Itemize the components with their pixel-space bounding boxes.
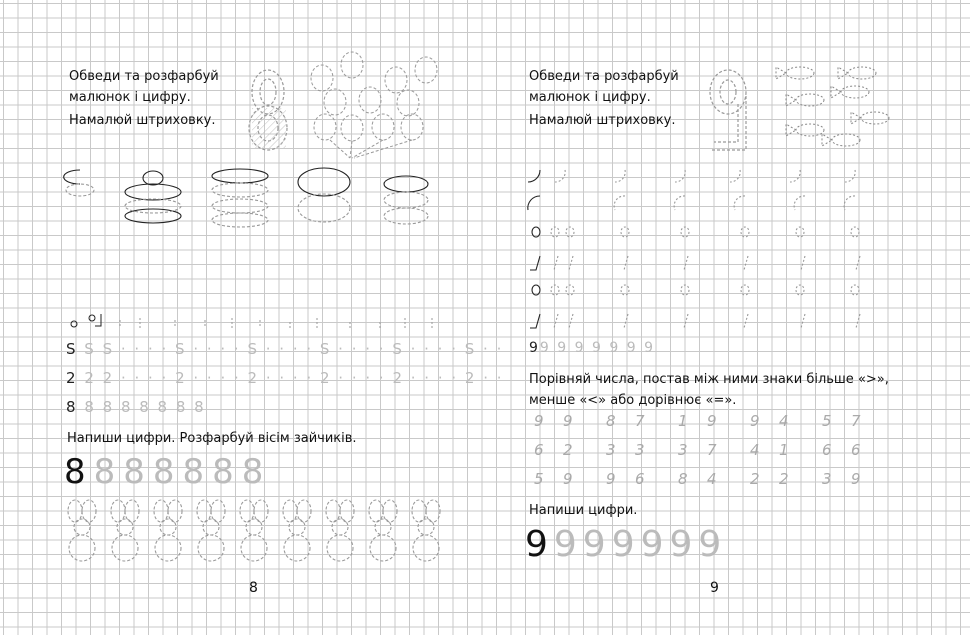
balloons (311, 52, 437, 158)
cmp-num: 5 (822, 412, 832, 430)
bunny (111, 500, 139, 561)
cmp-num: 9 (563, 412, 573, 430)
write-nines-row: 9999999 (525, 524, 728, 565)
cmp-num: 3 (822, 470, 832, 488)
bunny (369, 500, 397, 561)
left-instruction-line-1: Обведи та розфарбуй (69, 69, 219, 84)
write-eights-row: 8888888 (64, 452, 272, 492)
big-nine-outline (710, 70, 746, 150)
right-instruction-line-2: малюнок і цифру. (529, 90, 651, 105)
cmp-num: 4 (707, 470, 717, 488)
left-trace-row-s: S S S · · · · S · · · · S · · · · S · · · · S · · · · S · · (66, 340, 504, 358)
eight-sample: 8 (64, 452, 94, 492)
cmp-num: 2 (779, 470, 789, 488)
left-trace-row-1 (71, 314, 432, 328)
bunny (154, 500, 182, 561)
hatch-area (252, 108, 286, 148)
right-instruction-3-line-2: менше «<» або дорівнює «=». (529, 393, 737, 408)
cmp-num: 6 (635, 470, 645, 488)
left-instruction-3: Напиши цифри. Розфарбуй вісім зайчиків. (67, 431, 357, 446)
bunny (68, 500, 96, 561)
right-page-number: 9 (710, 580, 719, 596)
ellipse-shapes (64, 168, 428, 227)
cmp-num: 9 (707, 412, 717, 430)
cmp-num: 9 (563, 470, 573, 488)
cmp-num: 9 (851, 470, 861, 488)
left-trace-row-8: 8 8 8 8 8 8 8 8 (66, 398, 206, 416)
nine-sample: 9 (525, 524, 554, 565)
right-instruction-3-line-1: Порівняй числа, постав між ними знаки більше «>», (529, 372, 889, 387)
cmp-num: 1 (779, 441, 789, 459)
trace-2-first: 2 (66, 369, 78, 387)
bunny (197, 500, 225, 561)
bunny (240, 500, 268, 561)
cmp-num: 7 (707, 441, 717, 459)
trace-s-first: S (66, 340, 78, 358)
bunnies (68, 500, 440, 561)
cmp-num: 3 (678, 441, 688, 459)
trace-8-first: 8 (66, 398, 78, 416)
left-page-number: 8 (249, 580, 258, 596)
cmp-num: 3 (606, 441, 616, 459)
cmp-num: 7 (851, 412, 861, 430)
cmp-num: 6 (851, 441, 861, 459)
cmp-num: 6 (822, 441, 832, 459)
cmp-num: 8 (606, 412, 616, 430)
cmp-num: 2 (750, 470, 760, 488)
cmp-num: 2 (563, 441, 573, 459)
bunny (412, 500, 440, 561)
cmp-num: 8 (678, 470, 688, 488)
cmp-num: 6 (534, 441, 544, 459)
right-trace-row-9: 99 9 9 9 9 9 9 (529, 340, 655, 356)
right-instruction-2: Намалюй штриховку. (529, 113, 676, 128)
cmp-num: 3 (635, 441, 645, 459)
cmp-num: 5 (534, 470, 544, 488)
right-instruction-line-1: Обведи та розфарбуй (529, 69, 679, 84)
cmp-num: 1 (678, 412, 688, 430)
cmp-num: 4 (779, 412, 789, 430)
cmp-num: 7 (635, 412, 645, 430)
right-instruction-4: Напиши цифри. (529, 503, 638, 518)
trace-9-first: 9 (529, 340, 540, 356)
cmp-num: 4 (750, 441, 760, 459)
fish-group (776, 67, 889, 146)
cmp-num: 9 (534, 412, 544, 430)
left-trace-row-2: 2 2 2 · · · · 2 · · · · 2 · · · · 2 · · · · 2 · · · · 2 · · (66, 369, 504, 387)
cmp-num: 9 (606, 470, 616, 488)
cmp-num: 9 (750, 412, 760, 430)
bunny (326, 500, 354, 561)
bunny (283, 500, 311, 561)
left-instruction-2: Намалюй штриховку. (69, 113, 216, 128)
left-instruction-line-2: малюнок і цифру. (69, 90, 191, 105)
right-trace-rows (528, 170, 860, 328)
